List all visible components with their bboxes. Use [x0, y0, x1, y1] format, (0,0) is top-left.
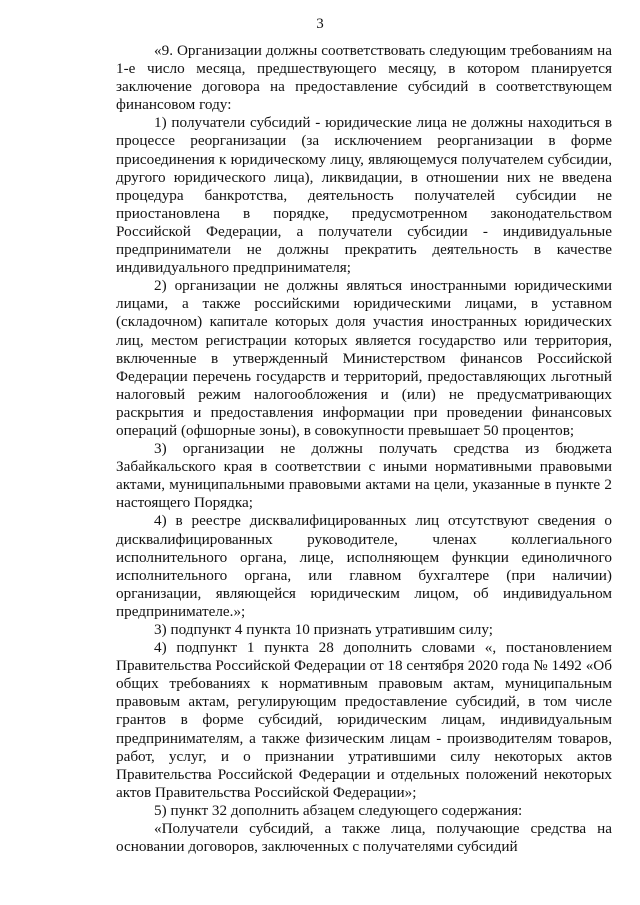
document-body [116, 42, 612, 856]
paragraph-requirement-4: 4) в реестре дисквалифицированных лиц отсутствуют сведения о дисквалифицированных руководителе, членах коллегиального исполнительного органа, лице, исполняющем функции единоличного исполнительного органа, или главном бухгалтере (при наличии) организации, являющейся юридическим лицом, об индивидуальном предпринимателе.»; [116, 512, 612, 620]
page-number: 3 [316, 16, 324, 32]
paragraph-requirement-1: 1) получатели субсидий - юридические лица не должны находиться в процессе реорганизации (за исключением реорганизации в форме присоединения к юридическому лицу, являющемуся получателем субсидии, другого юридического лица), ликвидации, в отношении них не введена процедура банкротства, деятельность получателей субсидии не приостановлена в порядке, предусмотренном законодательством Российской Федерации, а получатели субсидии - индивидуальные предприниматели не должны прекратить деятельность в качестве индивидуального предпринимателя; [116, 114, 612, 277]
paragraph-quoted-text: «Получатели субсидий, а также лица, получающие средства на основании договоров, заключенных с получателями субсидий [116, 820, 612, 856]
paragraph-amendment-5: 5) пункт 32 дополнить абзацем следующего содержания: [154, 801, 523, 819]
paragraph-amendment-3: 3) подпункт 4 пункта 10 признать утратившим силу; [154, 621, 493, 638]
paragraph-requirement-3: 3) организации не должны получать средства из бюджета Забайкальского края в соответствии с иными нормативными правовыми актами, муниципальными правовыми актами на цели, указанные в пункте 2 настоящего Порядка; [116, 440, 612, 512]
paragraph-item-9-intro: «9. Организации должны соответствовать следующим требованиям на 1-е число месяца, предшествующего месяцу, в котором планируется заключение договора на предоставление субсидий в соответствующем финансовом году: [116, 42, 612, 114]
paragraph-amendment-4: 4) подпункт 1 пункта 28 дополнить словами «, постановлением Правительства Российской Федерации от 18 сентября 2020 года № 1492 «Об общих требованиях к нормативным правовым актам, муниципальным правовым актам, регулирующим предоставление субсидий, в том числе грантов в форме субсидий, юридическим лицам, индивидуальным предпринимателям, а также физическим лицам - производителям товаров, работ, услуг, и о признании утратившими силу некоторых актов Правительства Российской Федерации и отдельных положений некоторых актов Правительства Российской Федерации»; [116, 639, 612, 801]
paragraph-requirement-2: 2) организации не должны являться иностранными юридическими лицами, а также российскими юридическими лицами, в уставном (складочном) капитале которых доля участия иностранных юридических лиц, местом регистрации которых является государство или территория, включенные в утвержденный Министерством финансов Российской Федерации перечень государств и территорий, предоставляющих льготный налоговый режим налогообложения и (или) не предусматривающих раскрытия и предоставления информации при проведении финансовых операций (офшорные зоны), в совокупности превышает 50 процентов; [116, 277, 612, 439]
